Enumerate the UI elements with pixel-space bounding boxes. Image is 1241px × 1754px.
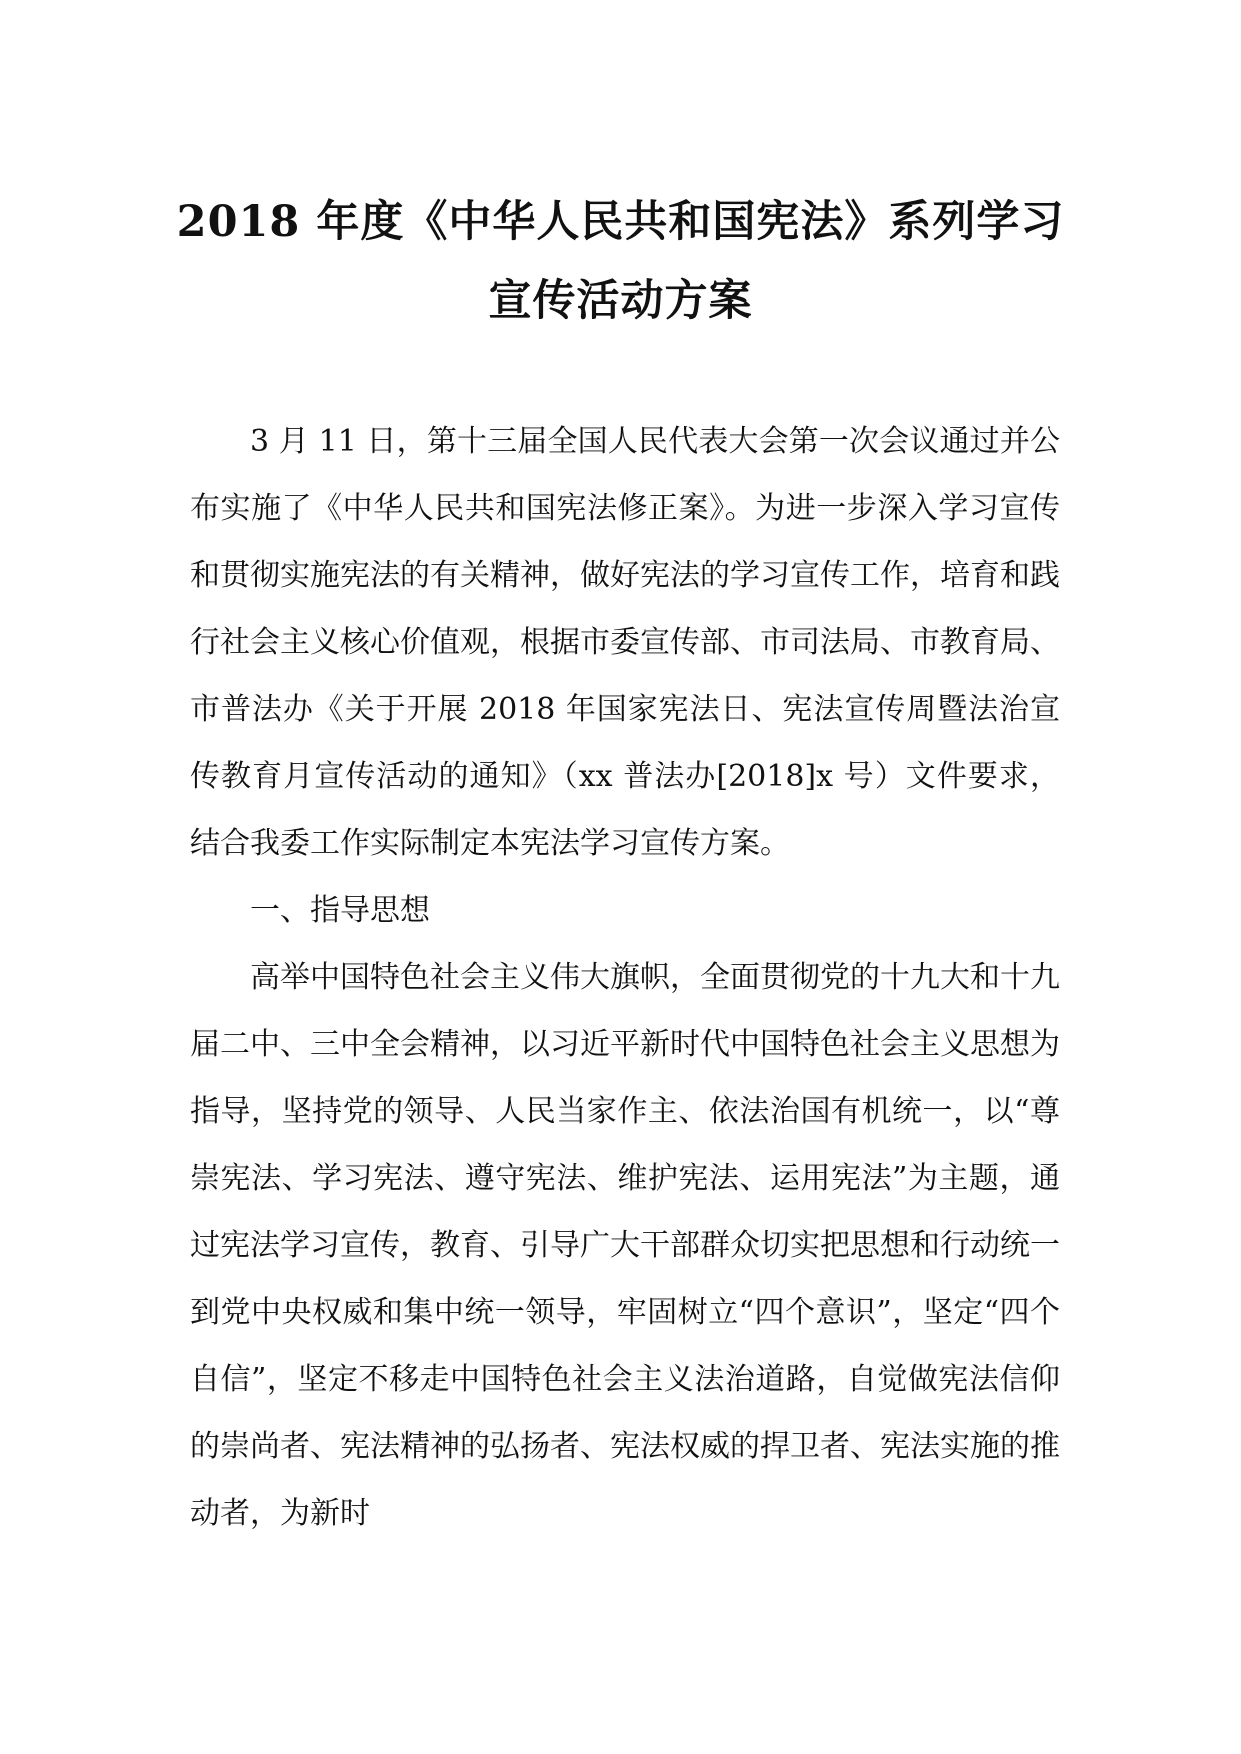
section-heading-guiding-ideology: 一、指导思想	[250, 893, 430, 928]
document-title	[150, 183, 1091, 341]
title-line-1: 2018 年度《中华人民共和国宪法》系列学习	[176, 197, 1065, 247]
title-line-2: 宣传活动方案	[488, 276, 753, 326]
guiding-ideology-paragraph: 高举中国特色社会主义伟大旗帜，全面贯彻党的十九大和十九届二中、三中全会精神，以习近平新时代中国特色社会主义思想为指导，坚持党的领导、人民当家作主、依法治国有机统一，以“尊崇宪法、学习宪法、遵守宪法、维护宪法、运用宪法”为主题，通过宪法学习宣传，教育、引导广大干部群众切实把思想和行动统一到党中央权威和集中统一领导，牢固树立“四个意识”，坚定“四个自信”，坚定不移走中国特色社会主义法治道路，自觉做宪法信仰的崇尚者、宪法精神的弘扬者、宪法权威的捍卫者、宪法实施的推动者，为新时	[190, 960, 1060, 1531]
document-body	[190, 408, 1060, 1547]
intro-paragraph: 3 月 11 日，第十三届全国人民代表大会第一次会议通过并公布实施了《中华人民共和国宪法修正案》。为进一步深入学习宣传和贯彻实施宪法的有关精神，做好宪法的学习宣传工作，培育和践行社会主义核心价值观，根据市委宣传部、市司法局、市教育局、市普法办《关于开展 2018 年国家宪法日、宪法宣传周暨法治宣传教育月宣传活动的通知》（xx 普法办[2018]x 号）文件要求，结合我委工作实际制定本宪法学习宣传方案。	[190, 424, 1060, 861]
